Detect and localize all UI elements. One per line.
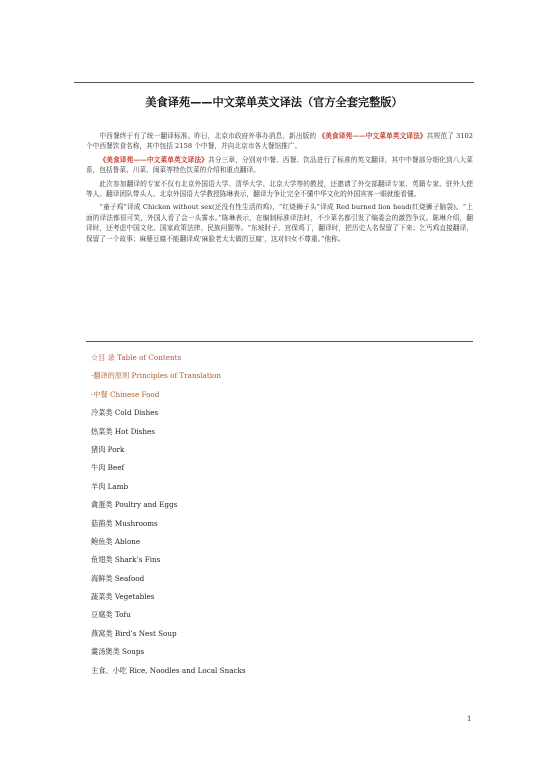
document-title: 美食译苑——中文菜单英文译法（官方全套完整版） (145, 96, 403, 109)
toc-heading: ☆目 录 Table of Contents (91, 353, 182, 362)
paragraph-segment: “童子鸡”译成 Chicken without sex(还没有性生活的鸡)，“红烧狮子头”译成 Red burned lion head(红烧狮子脑袋)。“上面的译法都很可笑，外国人看了会一头雾水。”陈琳表示，在编制标准译法时，不少菜名都引发了编委会的激烈争议。陈琳介绍，翻译时，还考虑中国文化、国家政策法律、民族问题等。“东坡肘子、宫保鸡丁，翻译时，把历史人名保留了下来；乞丐鸡直接翻译，保留了一个故事；麻婆豆腐不能翻译成‘麻脸老太太做的豆腐’，这对妇女不尊重。”他称。 (86, 203, 473, 243)
toc-item: 海鲜类 Seafood (91, 573, 145, 583)
toc-item: 主食、小吃 Rice, Noodles and Local Snacks (91, 665, 246, 675)
toc-link-principles[interactable]: ·翻译的原则 Principles of Translation (91, 371, 221, 381)
paragraph (86, 202, 473, 244)
page-number: 1 (467, 715, 472, 723)
table-of-contents (91, 349, 471, 680)
paragraph-segment: 此次参加翻译的专家不仅有北京外国语大学、清华大学、北京大学等的教授，还邀请了外交部翻译专家、英籍专家、驻外大使等人。翻译团队带头人、北京外国语大学教授陈琳表示，翻译力争让完全不懂中华文化的外国宾客一眼就能看懂。 (86, 179, 473, 199)
book-title-highlight: 《美食译苑——中文菜单英文译法》 (99, 155, 209, 164)
toc-item: 冷菜类 Cold Dishes (91, 408, 159, 418)
top-divider (74, 82, 474, 83)
paragraph-segment: 共规范了 3102 个中西餐饮食名称，其中包括 2158 个中餐，并向北京市各大餐馆推广。 (86, 132, 473, 151)
toc-item: 猪肉 Pork (91, 444, 125, 454)
toc-item: 蔬菜类 Vegetables (91, 592, 155, 602)
toc-item: 羊肉 Lamb (91, 481, 129, 491)
toc-item: 豆腐类 Tofu (91, 610, 131, 620)
toc-item: 牛肉 Beef (91, 463, 125, 473)
toc-item: 羹汤煲类 Soups (91, 647, 145, 657)
toc-item: 菇菌类 Mushrooms (91, 518, 158, 528)
paragraph-segment: 中西餐终于有了统一翻译标准。昨日，北京市政府外事办消息，新出版的 (99, 132, 319, 140)
toc-item: 鲍鱼类 Ablone (91, 536, 141, 546)
book-title-highlight: 《美食译苑——中文菜单英文译法》 (318, 132, 427, 140)
toc-item: 鱼翅类 Shark’s Fins (91, 555, 161, 565)
toc-item: 禽蛋类 Poultry and Eggs (91, 500, 178, 510)
toc-link-chinese-food[interactable]: ·中餐 Chinese Food (91, 389, 160, 399)
toc-item: 燕窝类 Bird’s Nest Soup (91, 628, 177, 638)
paragraph-segment: 共分三章，分别对中餐、西餐、饮品进行了标准的英文翻译，其中中餐部分细化到八大菜系，包括鲁菜、川菜、闽菜等特色饮菜的介绍和重点翻译。 (86, 155, 473, 175)
paragraph (86, 179, 473, 200)
paragraph (86, 131, 473, 152)
section-divider (86, 341, 473, 342)
toc-item: 热菜类 Hot Dishes (91, 426, 155, 436)
paragraph (86, 155, 473, 176)
body-text (86, 131, 473, 247)
